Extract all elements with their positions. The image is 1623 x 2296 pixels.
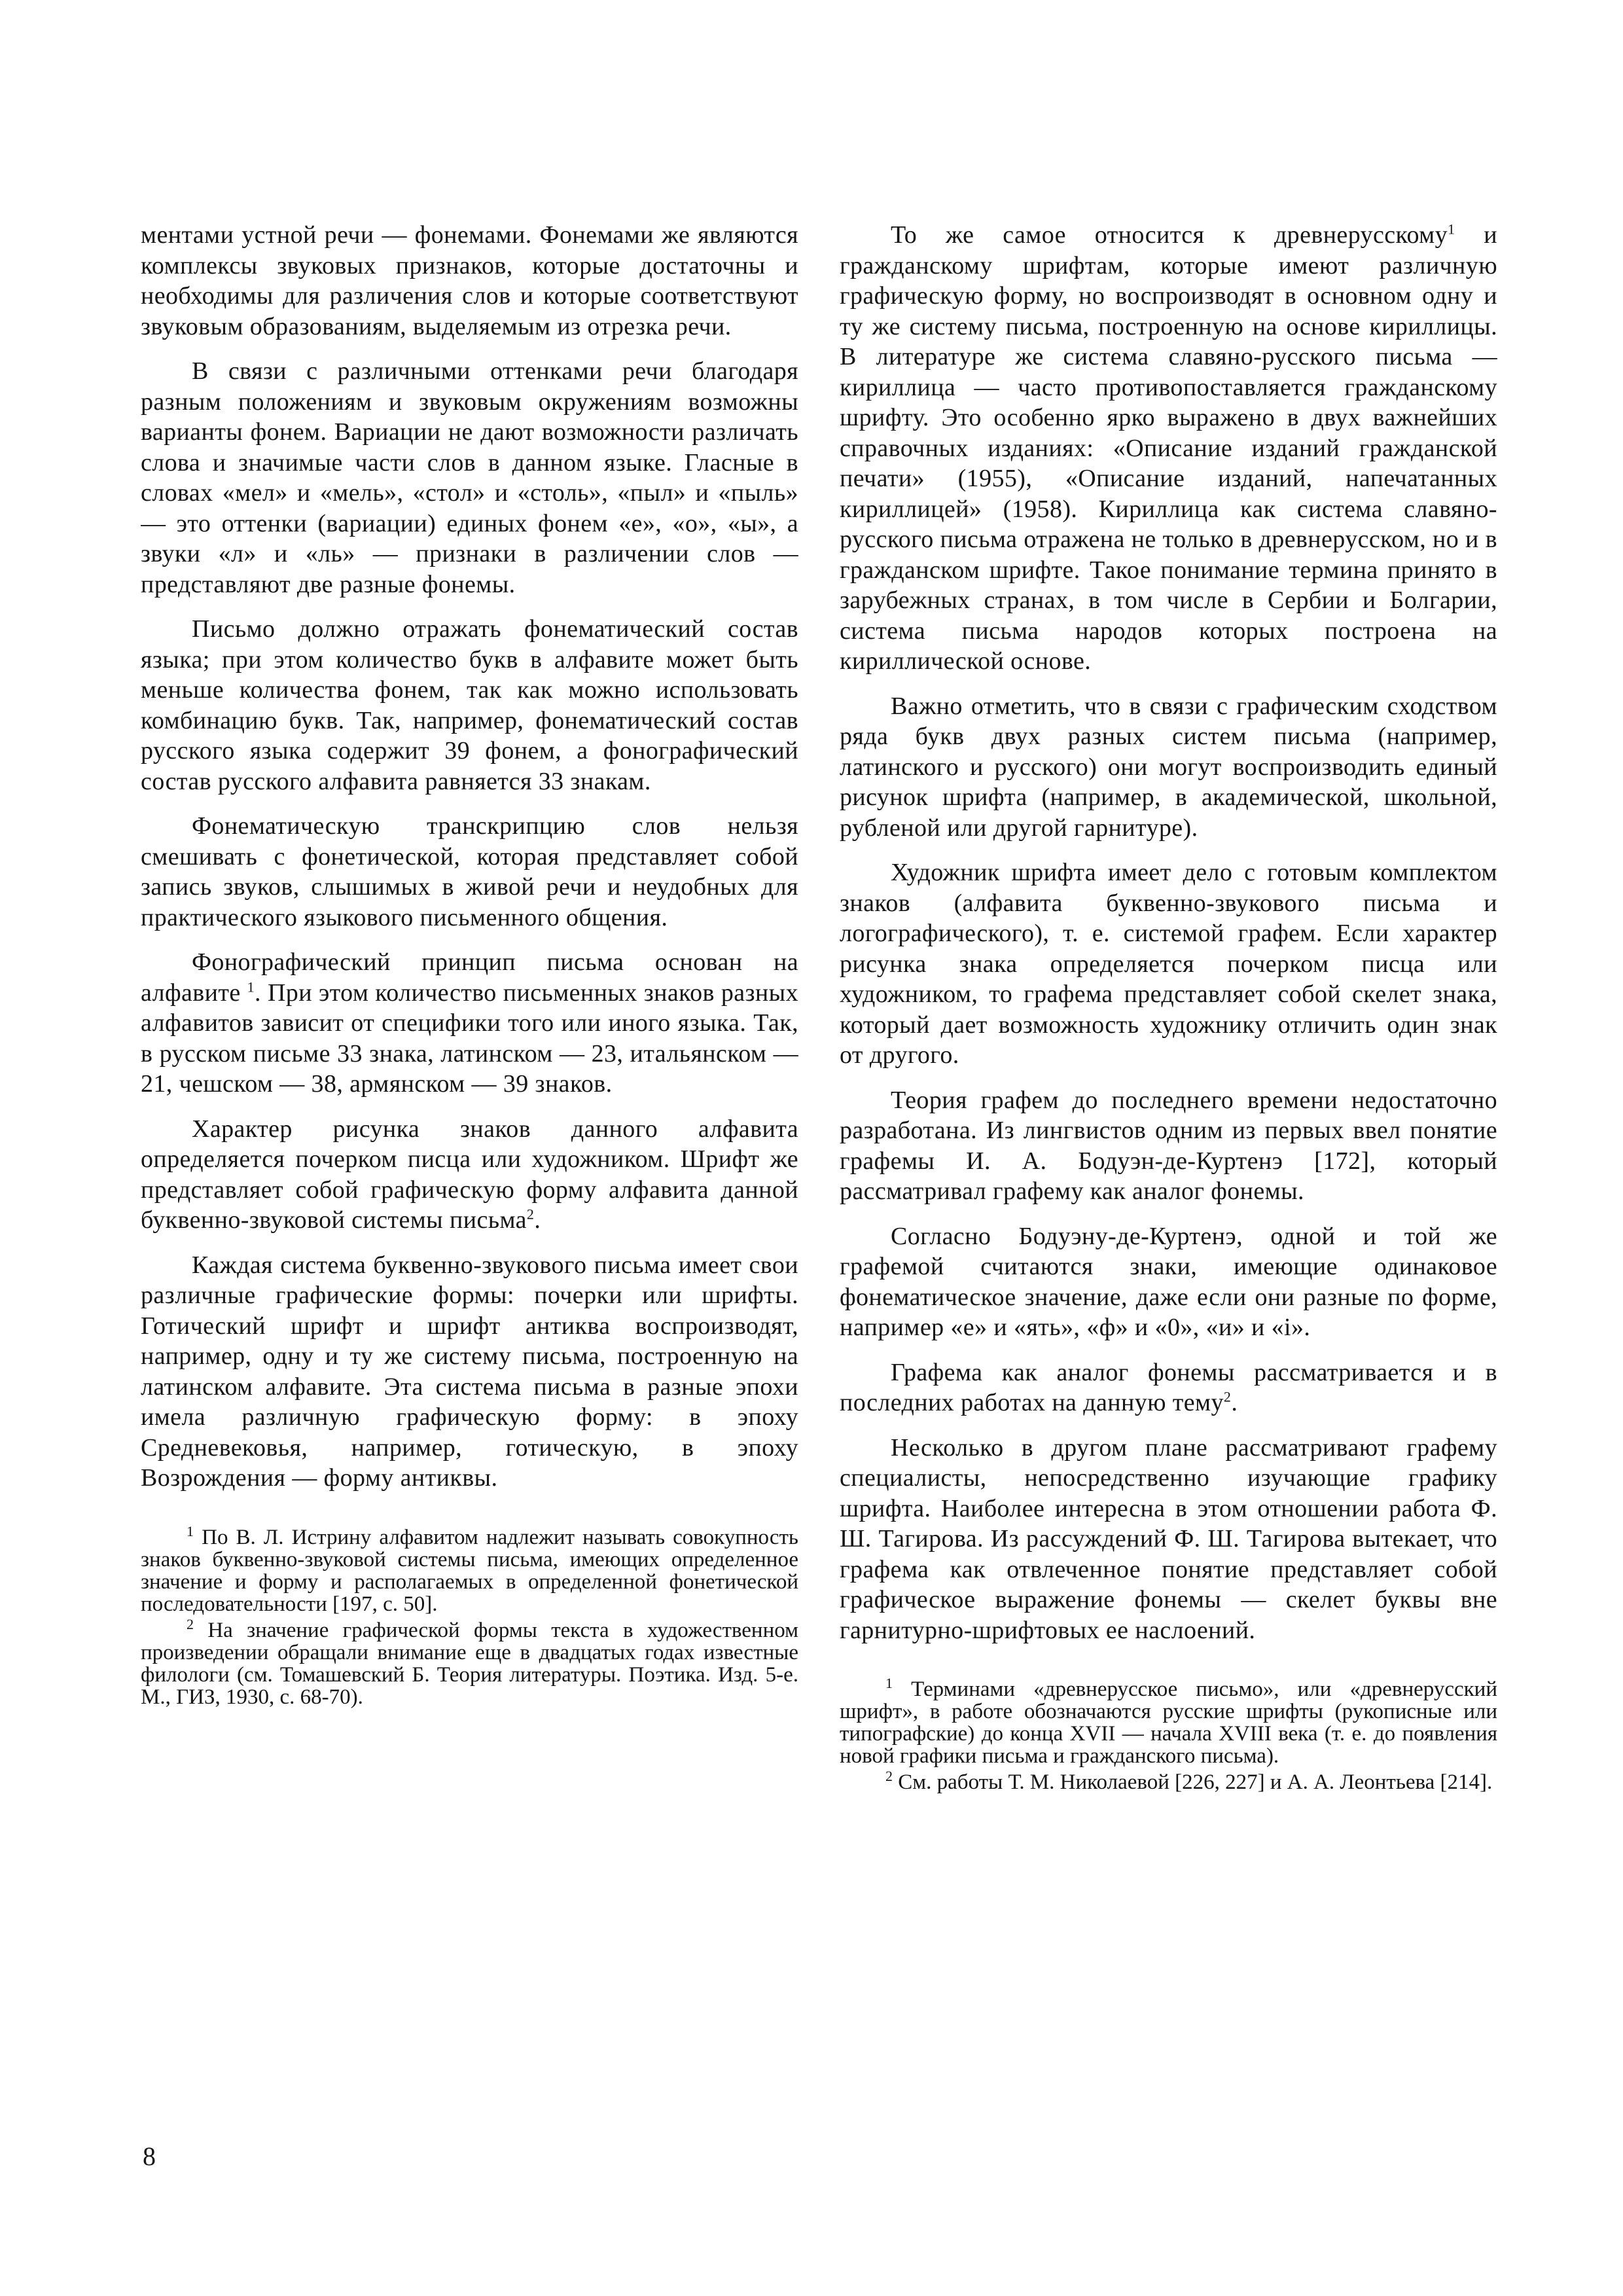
paragraph-right-6: [840, 1357, 1497, 1418]
paragraph-left-5: [141, 947, 798, 1100]
paragraph-right-4: [840, 1085, 1497, 1207]
footnote-left-1: [141, 1522, 798, 1616]
footnote-text: Терминами «древнерусское письмо», или «древнерусский шрифт», в работе обозначаются русские шрифты (рукописные или типографские) до конца XVII — начала XVIII века (т. е. до появления новой графики письма и гражданского письма).: [840, 1677, 1497, 1768]
paragraph-text: ментами устной речи — фонемами. Фонемами же являются комплексы звуковых признаков, которые достаточны и необходимы для различения слов и которые соответствуют звуковым образованиям, выделяемым из отрезка речи.: [141, 221, 798, 340]
footnote-mark: 2: [885, 1768, 893, 1784]
left-column: [141, 220, 798, 2183]
paragraph-right-5: [840, 1221, 1497, 1343]
paragraph-right-7: [840, 1433, 1497, 1646]
paragraph-text-tail: и гражданскому шрифтам, которые имеют различную графическую форму, но воспроизводят в основном одну и ту же систему письма, построенную на основе кириллицы. В литературе же система славяно-русского письма — кириллица — часто противопоставляется гражданскому шрифту. Это особенно ярко выражено в двух важнейших справочных изданиях: «Описание изданий гражданской печати» (1955), «Описание изданий, напечатанных кириллицей» (1958). Кириллица как система славяно-русского письма отражена не только в древнерусском, но и в гражданском шрифте. Такое понимание термина принято в зарубежных странах, в том числе в Сербии и Болгарии, система письма народов которых построена на кириллической основе.: [840, 221, 1497, 675]
paragraph-text: Несколько в другом плане рассматривают графему специалисты, непосредственно изучающие графику шрифта. Наиболее интересна в этом отношении работа Ф. Ш. Тагирова. Из рассуждений Ф. Ш. Тагирова вытекает, что графема как отвлеченное понятие представляет собой графическое выражение фонемы — скелет буквы вне гарнитурно-шрифтовых ее наслоений.: [840, 1433, 1497, 1644]
paragraph-text-tail: .: [1231, 1389, 1238, 1416]
paragraph-right-1: [840, 220, 1497, 677]
footnote-right-2: [840, 1768, 1497, 1794]
paragraph-text: Фонографический принцип письма основан на алфавите: [141, 948, 798, 1007]
footnote-ref: 1: [247, 978, 255, 995]
footnote-ref: 2: [1223, 1388, 1232, 1405]
paragraph-text-tail: . При этом количество письменных знаков разных алфавитов зависит от специфики того или иного языка. Так, в русском письме 33 знака, латинском — 23, итальянском — 21, чешском — 38, армянском — 39 знаков.: [141, 978, 798, 1098]
paragraph-left-3: [141, 614, 798, 797]
paragraph-text: Каждая система буквенно-звукового письма имеет свои различные графические формы: почерки или шрифты. Готический шрифт и шрифт антиква воспроизводят, например, одну и ту же систему письма, построенную на латинском алфавите. Эта система письма в разные эпохи имела различную графическую форму: в эпоху Средневековья, например, готическую, в эпоху Возрождения — форму антиквы.: [141, 1251, 798, 1492]
paragraph-text: Важно отметить, что в связи с графическим сходством ряда букв двух разных систем письма (например, латинского и русского) они могут воспроизводить единый рисунок шрифта (например, в академической, школьной, рубленой или другой гарнитуре).: [840, 692, 1497, 842]
footnote-mark: 1: [187, 1522, 194, 1539]
paragraph-left-1: [141, 220, 798, 342]
paragraph-left-4: [141, 811, 798, 933]
paragraph-text: Теория графем до последнего времени недостаточно разработана. Из лингвистов одним из первых ввел понятие графемы И. А. Бодуэн-де-Куртенэ [172], который рассматривал графему как аналог фонемы.: [840, 1086, 1497, 1205]
page-number: 8: [143, 2142, 156, 2171]
paragraph-text: Согласно Бодуэну-де-Куртенэ, одной и той же графемой считаются знаки, имеющие одинаковое фонематическое значение, даже если они разные по форме, например «е» и «ять», «ф» и «0», «и» и «і».: [840, 1222, 1497, 1341]
footnotes-left: [141, 1522, 798, 1709]
footnote-right-1: [840, 1675, 1497, 1768]
paragraph-text-tail: .: [534, 1206, 541, 1234]
paragraph-text: Фонематическую транскрипцию слов нельзя смешивать с фонетической, которая представляет собой запись звуков, слышимых в живой речи и неудобных для практического языкового письменного общения.: [141, 812, 798, 931]
footnote-mark: 1: [885, 1675, 893, 1691]
paragraph-right-3: [840, 857, 1497, 1071]
right-column: [840, 220, 1497, 2183]
paragraph-text: Письмо должно отражать фонематический состав языка; при этом количество букв в алфавите может быть меньше количества фонем, так как можно использовать комбинацию букв. Так, например, фонематический состав русского языка содержит 39 фонем, а фонографический состав русского алфавита равняется 33 знакам.: [141, 615, 798, 795]
footnote-text: На значение графической формы текста в художественном произведении обращали внимание еще в двадцатых годах известные филологи (см. Томашевский Б. Теория литературы. Поэтика. Изд. 5-е. М., ГИЗ, 1930, с. 68-70).: [141, 1618, 798, 1709]
paragraph-text: В связи с различными оттенками речи благодаря разным положениям и звуковым окружениям возможны варианты фонем. Вариации не дают возможности различать слова и значимые части слов в данном языке. Гласные в словах «мел» и «мель», «стол» и «столь», «пыл» и «пыль» — это оттенки (вариации) единых фонем «е», «о», «ы», а звуки «л» и «ль» — признаки в различении слов — представляют две разные фонемы.: [141, 357, 798, 598]
paragraph-left-2: [141, 356, 798, 600]
footnotes-right: [840, 1675, 1497, 1794]
paragraph-left-7: [141, 1250, 798, 1494]
footnote-text: По В. Л. Истрину алфавитом надлежит называть совокупность знаков буквенно-звуковой системы письма, имеющих определенное значение и форму и располагаемых в определенной фонетической последовательности [197, с. 50].: [141, 1525, 798, 1616]
paragraph-right-2: [840, 691, 1497, 844]
footnote-ref: 2: [526, 1206, 535, 1223]
paragraph-left-6: [141, 1114, 798, 1236]
paragraph-text: Графема как аналог фонемы рассматривается и в последних работах на данную тему: [840, 1358, 1497, 1416]
footnote-text: См. работы Т. М. Николаевой [226, 227] и А. А. Леонтьева [214].: [898, 1770, 1493, 1794]
footnote-ref: 1: [1447, 221, 1455, 238]
footnote-left-2: [141, 1615, 798, 1709]
paragraph-text: Характер рисунка знаков данного алфавита определяется почерком писца или художником. Шрифт же представляет собой графическую форму алфавита данной буквенно-звуковой системы письма: [141, 1115, 798, 1234]
footnote-mark: 2: [187, 1615, 194, 1632]
paragraph-text: Художник шрифта имеет дело с готовым комплектом знаков (алфавита буквенно-звукового письма и логографического), т. е. системой графем. Если характер рисунка знака определяется почерком писца или художником, то графема представляет собой скелет знака, который дает возможность художнику отличить один знак от другого.: [840, 859, 1497, 1069]
paragraph-text: То же самое относится к древнерусскому: [891, 221, 1448, 249]
